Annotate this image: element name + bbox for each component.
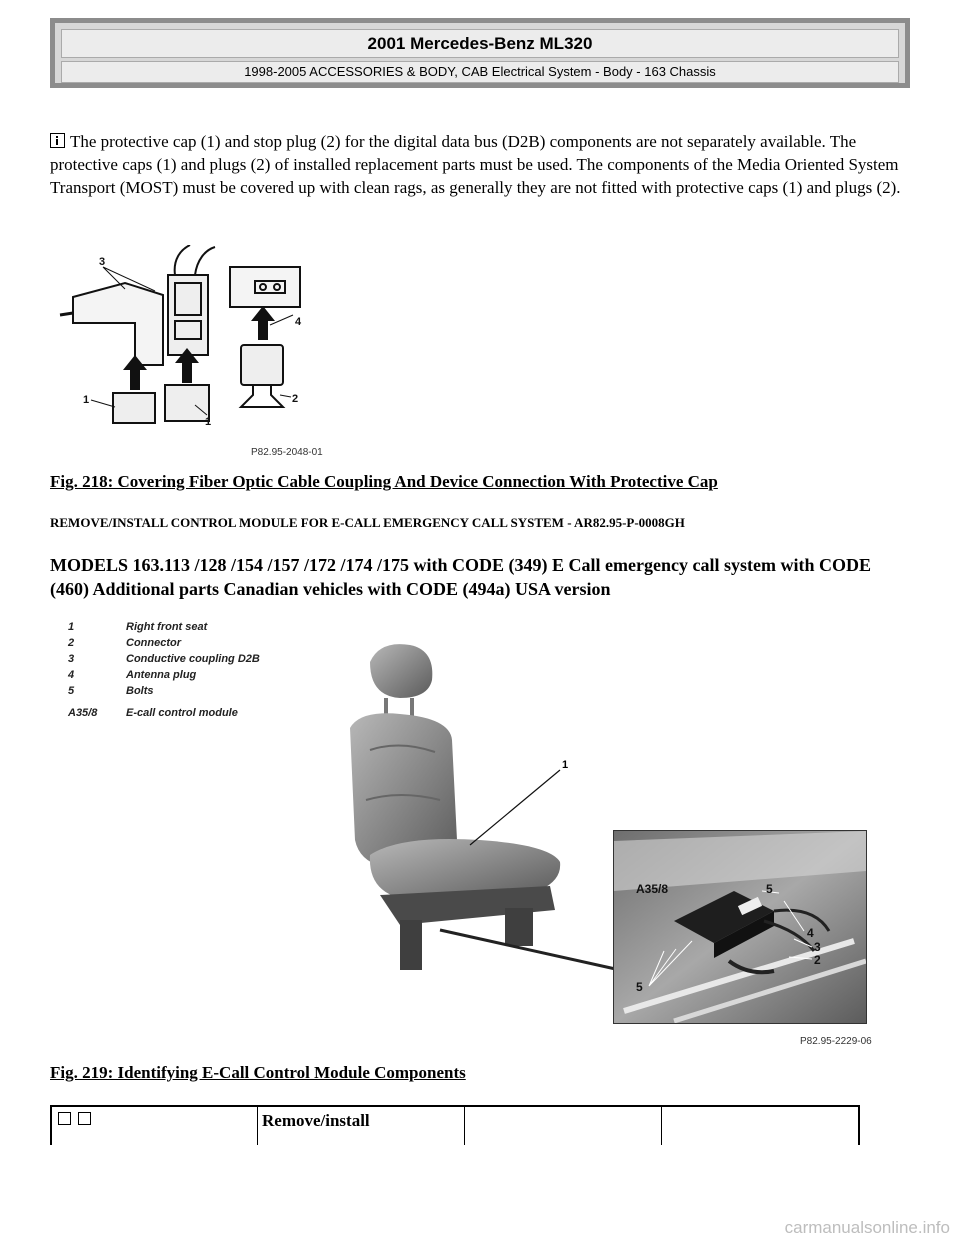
header-frame <box>55 23 905 83</box>
legend-text: Conductive coupling D2B <box>126 653 260 665</box>
legend-number: A35/8 <box>68 707 98 719</box>
legend-row <box>68 685 308 701</box>
document-title: 2001 Mercedes-Benz ML320 <box>61 29 899 58</box>
procedure-table <box>50 1105 860 1145</box>
models-heading: MODELS 163.113 /128 /154 /157 /172 /174 /175 with CODE (349) E Call emergency call system with CODE (460) Additional parts Canadian vehicles with CODE (494a) USA version <box>50 555 871 599</box>
legend-text: Right front seat <box>126 621 208 633</box>
inset-label-3: 3 <box>814 940 821 954</box>
section-heading: REMOVE/INSTALL CONTROL MODULE FOR E-CALL EMERGENCY CALL SYSTEM - AR82.95-P-0008GH <box>50 515 685 530</box>
legend-text: Bolts <box>126 685 154 697</box>
figure-219-legend <box>68 621 308 723</box>
figure-218-image <box>55 245 340 460</box>
info-note-icon <box>50 133 65 148</box>
table-cell <box>52 1107 258 1145</box>
table-header-label: Remove/install <box>262 1111 370 1130</box>
figure-219-seat-image <box>340 640 640 980</box>
document-header <box>50 18 910 88</box>
fig218-code: P82.95-2048-01 <box>251 447 323 458</box>
legend-number: 2 <box>68 637 75 649</box>
legend-row <box>68 653 308 669</box>
legend-text: Antenna plug <box>126 669 197 681</box>
table-cell <box>464 1107 662 1145</box>
legend-number: 5 <box>68 685 75 697</box>
legend-row <box>68 707 308 723</box>
figure-219-inset-image <box>613 830 867 1024</box>
fig218-label-1b: 1 <box>205 416 212 428</box>
fig219-seat-label-1: 1 <box>562 759 569 771</box>
legend-number: 1 <box>68 621 75 633</box>
figure-218-caption: Fig. 218: Covering Fiber Optic Cable Coupling And Device Connection With Protective Cap <box>50 472 718 491</box>
note-text: The protective cap (1) and stop plug (2) for the digital data bus (D2B) components are not separately available. The protective caps (1) and plugs (2) of installed replacement parts must be used. The components of the Media Oriented System Transport (MOST) must be covered up with clean rags, as generally they are not fitted with protective caps (1) and plugs (2). <box>50 132 901 197</box>
inset-label-4: 4 <box>807 926 814 940</box>
legend-text: Connector <box>126 637 181 649</box>
legend-number: 4 <box>68 669 75 681</box>
legend-text: E-call control module <box>126 707 238 719</box>
watermark: carmanualsonline.info <box>784 1218 950 1237</box>
fig218-label-3: 3 <box>99 256 106 268</box>
inset-label-2: 2 <box>814 953 821 967</box>
legend-row <box>68 621 308 637</box>
legend-number: 3 <box>68 653 75 665</box>
inset-label-5a: 5 <box>766 882 773 896</box>
inset-label-module: A35/8 <box>636 882 669 896</box>
figure-219-caption: Fig. 219: Identifying E-Call Control Module Components <box>50 1063 466 1082</box>
legend-row <box>68 669 308 685</box>
fig218-label-1a: 1 <box>83 394 90 406</box>
note-paragraph <box>50 130 910 199</box>
inset-label-5b: 5 <box>636 980 643 994</box>
fig218-label-2: 2 <box>292 393 299 405</box>
fig219-code: P82.95-2229-06 <box>800 1036 872 1047</box>
legend-row <box>68 637 308 653</box>
fig218-label-4: 4 <box>295 316 302 328</box>
document-subtitle: 1998-2005 ACCESSORIES & BODY, CAB Electrical System - Body - 163 Chassis <box>61 61 899 83</box>
